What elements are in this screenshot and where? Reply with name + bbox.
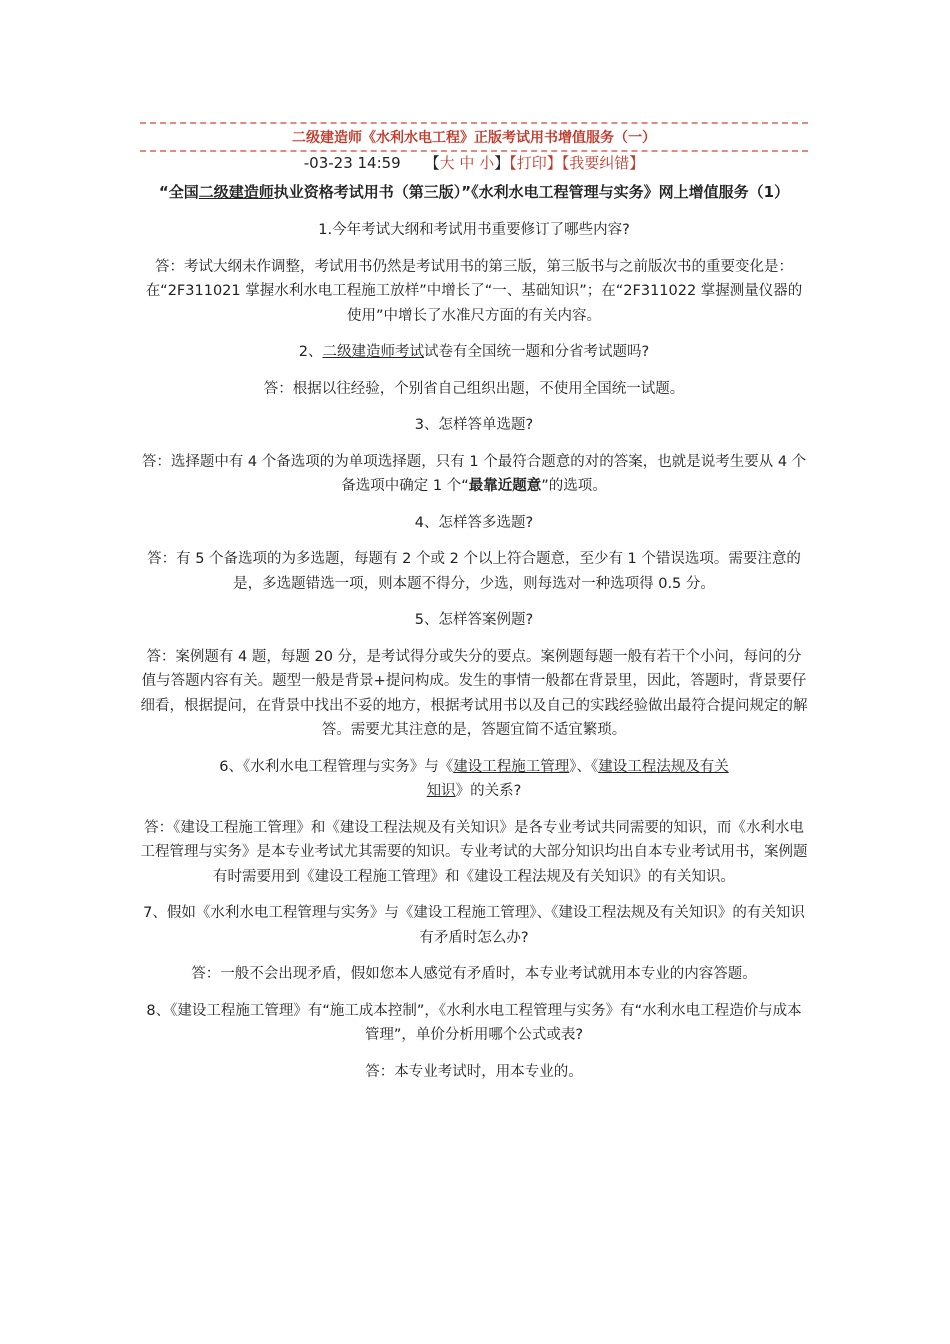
question-8: 8、《建设工程施工管理》有“施工成本控制”，《水利水电工程管理与实务》有“水利水电工程造价与成本管理”，单价分析用哪个公式或表? — [146, 1002, 802, 1043]
question-6-prefix: 6、《水利水电工程管理与实务》与《 — [219, 758, 454, 775]
heading-link[interactable]: 二级建造师 — [198, 183, 274, 201]
font-size-medium-link[interactable]: 中 — [459, 154, 475, 172]
print-link[interactable]: 【打印】 — [509, 154, 562, 172]
answer-3 — [140, 450, 808, 499]
question-2-suffix: 试卷有全国统一题和分省考试题吗? — [424, 344, 650, 360]
question-2-prefix: 2、 — [298, 344, 323, 360]
article-meta-bar — [140, 152, 808, 174]
answer-3-text-2: ”的选项。 — [541, 478, 607, 494]
question-6-link-construction-management[interactable]: 建设工程施工管理 — [453, 758, 570, 775]
question-7: 7、假如《水利水电工程管理与实务》与《建设工程施工管理》、《建设工程法规及有关知识》的有关知识有矛盾时怎么办? — [143, 905, 805, 946]
answer-4: 答：有 5 个备选项的为多选题，每题有 2 个或 2 个以上符合题意，至少有 1 个错误选项。需要注意的是，多选题错选一项，则本题不得分，少选，则每选对一种选项得 0.5 分。 — [147, 551, 801, 592]
question-6-suffix: 》的关系? — [455, 783, 522, 799]
question-2 — [140, 340, 808, 365]
question-6-link-regulations-cont[interactable]: 知识 — [426, 783, 456, 799]
answer-8: 答：本专业考试时，用本专业的。 — [365, 1063, 583, 1080]
font-size-small-link[interactable]: 小 — [479, 154, 495, 172]
question-6-middle: 》、《 — [569, 758, 599, 775]
article-heading — [140, 180, 808, 205]
report-error-link[interactable]: 【我要纠错】 — [561, 154, 645, 172]
publish-date: -03-23 14:59 — [303, 154, 401, 172]
question-6-link-regulations[interactable]: 建设工程法规及有关 — [598, 758, 729, 775]
font-size-close-bracket: 】 — [494, 154, 510, 172]
heading-text-1: “全国 — [158, 183, 199, 201]
font-size-large-link[interactable]: 大 — [439, 154, 455, 172]
article-site-title: 二级建造师《水利水电工程》正版考试用书增值服务（一） — [292, 130, 656, 146]
article-body — [140, 180, 808, 1096]
answer-1: 答：考试大纲未作调整，考试用书仍然是考试用书的第三版，第三版书与之前版次书的重要变化是：在“2F311021 掌握水利水电工程施工放样”中增长了“一、基础知识”；在“2F311022 掌握测量仪器的使用”中增长了水准尺方面的有关内容。 — [145, 258, 803, 324]
question-2-link[interactable]: 二级建造师考试 — [322, 344, 425, 360]
answer-5: 答：案例题有 4 题，每题 20 分，是考试得分或失分的要点。案例题每题一般有若干个小问，每问的分值与答题内容有关。题型一般是背景+提问构成。发生的事情一般都在背景里，因此，答题时，背景要仔细看，根据提问，在背景中找出不妥的地方，根据考试用书以及自己的实践经验做出最符合提问规定的解答。需要尤其注意的是，答题宜简不适宜繁琐。 — [140, 648, 808, 738]
question-4: 4、怎样答多选题? — [414, 514, 534, 531]
dashed-divider-top — [140, 122, 808, 124]
answer-2: 答：根据以往经验，个别省自己组织出题，不使用全国统一试题。 — [263, 380, 685, 397]
question-3: 3、怎样答单选题? — [414, 417, 534, 433]
font-size-open-bracket: 【 — [424, 154, 440, 172]
question-5: 5、怎样答案例题? — [414, 612, 534, 628]
answer-7: 答：一般不会出现矛盾，假如您本人感觉有矛盾时，本专业考试就用本专业的内容答题。 — [191, 966, 757, 982]
answer-3-emphasis: 最靠近题意 — [468, 478, 542, 494]
question-1: 1.今年考试大纲和考试用书重要修订了哪些内容? — [318, 222, 630, 238]
answer-6: 答：《建设工程施工管理》和《建设工程法规及有关知识》是各专业考试共同需要的知识，而《水利水电工程管理与实务》是本专业考试尤其需要的知识。专业考试的大部分知识均出自本专业考试用书，案例题有时需要用到《建设工程施工管理》和《建设工程法规及有关知识》的有关知识。 — [140, 819, 808, 885]
answer-3-text-1: 答：选择题中有 4 个备选项的为单项选择题，只有 1 个最符合题意的对的答案，也就是说考生要从 4 个备选项中确定 1 个“ — [141, 453, 807, 494]
heading-text-2: 执业资格考试用书（第三版）”《水利水电工程管理与实务》网上增值服务（1） — [273, 183, 790, 201]
question-6 — [140, 755, 808, 804]
